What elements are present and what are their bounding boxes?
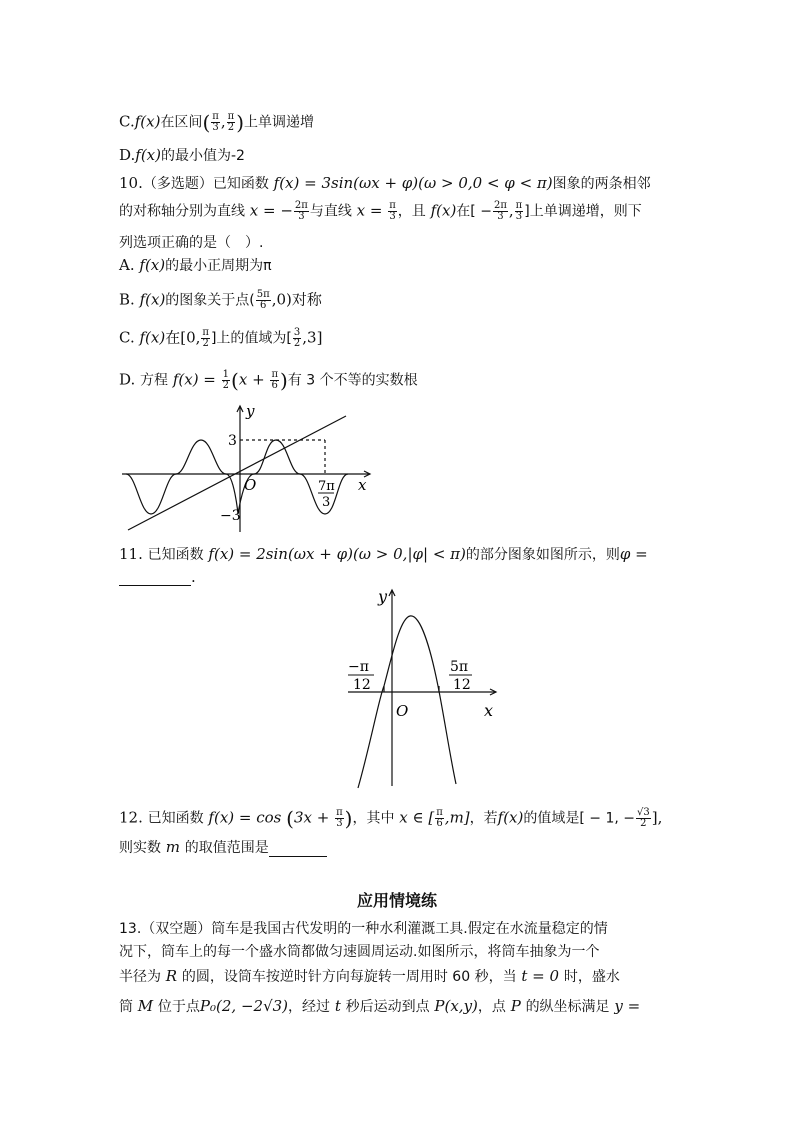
tick-7pi-num: 7π xyxy=(318,479,335,494)
question-12-line2: 则实数 m 的取值范围是 xyxy=(119,838,327,857)
left-tick-num: −π xyxy=(348,659,369,675)
y-label: y xyxy=(246,402,255,420)
sine-graph-figure-2 xyxy=(340,586,504,792)
question-13-line3: 半径为 R 的圆，设筒车按逆时针方向每旋转一周用时 60 秒，当 t = 0 时，盛水 xyxy=(119,967,620,985)
question-13-line2: 况下，筒车上的每一个盛水筒都做匀速圆周运动.如图所示，将筒车抽象为一个 xyxy=(119,944,600,960)
question-13-line4: 筒 M 位于点P₀(2, −2√3)，经过 t 秒后运动到点 P(x,y)，点 P 的纵坐标满足 y = xyxy=(119,997,641,1015)
tick-3: 3 xyxy=(228,433,237,449)
question-10-option-d: D. 方程 f(x) = $\frac{1}{2}$ (x + $\frac{\pi}{6}$ )有 3 个不等的实数根 xyxy=(119,368,418,393)
y-label: y xyxy=(378,587,388,606)
origin-label: O xyxy=(244,476,257,494)
sine-curve xyxy=(126,440,348,514)
right-tick-den: 12 xyxy=(453,677,471,693)
answer-blank-11[interactable] xyxy=(119,571,191,586)
question-13-line1: 13.（双空题）筒车是我国古代发明的一种水利灌溉工具.假定在水流量稳定的情 xyxy=(119,921,608,937)
left-tick-den: 12 xyxy=(353,677,371,693)
option-d-prev: D.f(x)的最小值为-2 xyxy=(119,146,245,164)
sine-graph-figure-1 xyxy=(118,402,380,534)
x-label: x xyxy=(358,476,367,494)
question-10-option-b: B. f(x)的图象关于点( $\frac{5\pi}{6}$ ,0)对称 xyxy=(119,289,322,311)
answer-blank-12[interactable] xyxy=(269,842,327,857)
question-10-line3: 列选项正确的是（ ）. xyxy=(119,235,264,251)
section-title: 应用情境练 xyxy=(356,891,437,910)
x-label: x xyxy=(484,701,494,720)
right-tick-num: 5π xyxy=(450,659,469,675)
question-10-option-a: A. f(x)的最小正周期为π xyxy=(119,256,272,274)
question-11-line1: 11. 已知函数 f(x) = 2sin(ωx + φ)(ω > 0,|φ| < π)的部分图象如图所示，则φ = xyxy=(119,545,648,563)
tick-neg3: −3 xyxy=(220,508,241,524)
tick-7pi-den: 3 xyxy=(322,495,331,510)
option-c-prev: C.f(x)在区间( $\frac{\pi}{3}$ , $\frac{\pi}{2}$ )上单调递增 xyxy=(119,110,314,135)
question-11-line2: . xyxy=(119,568,196,586)
question-12-line1: 12. 已知函数 f(x) = cos (3x + $\frac{\pi}{3}$ )，其中 x ∈ [ $\frac{\pi}{6}$ ,m]，若f(x)的值域是[ − 1, − $\frac{√3}{2}$ ], xyxy=(119,806,663,831)
question-10-option-c: C. f(x)在[0, $\frac{\pi}{2}$ ]上的值域为[ $\frac{3}{2}$ ,3] xyxy=(119,327,323,349)
question-10-line2: 的对称轴分别为直线 x = − $\frac{2\pi}{3}$ 与直线 x = $\frac{\pi}{3}$ ，且 f(x)在[ − $\frac{2\pi}{3}$ , $\frac{\pi}{3}$ ]上单调递增，则下 xyxy=(119,200,642,222)
question-10-line1: 10.（多选题）已知函数 f(x) = 3sin(ωx + φ)(ω > 0,0 < φ < π)图象的两条相邻 xyxy=(119,174,651,192)
origin-label: O xyxy=(396,702,409,720)
